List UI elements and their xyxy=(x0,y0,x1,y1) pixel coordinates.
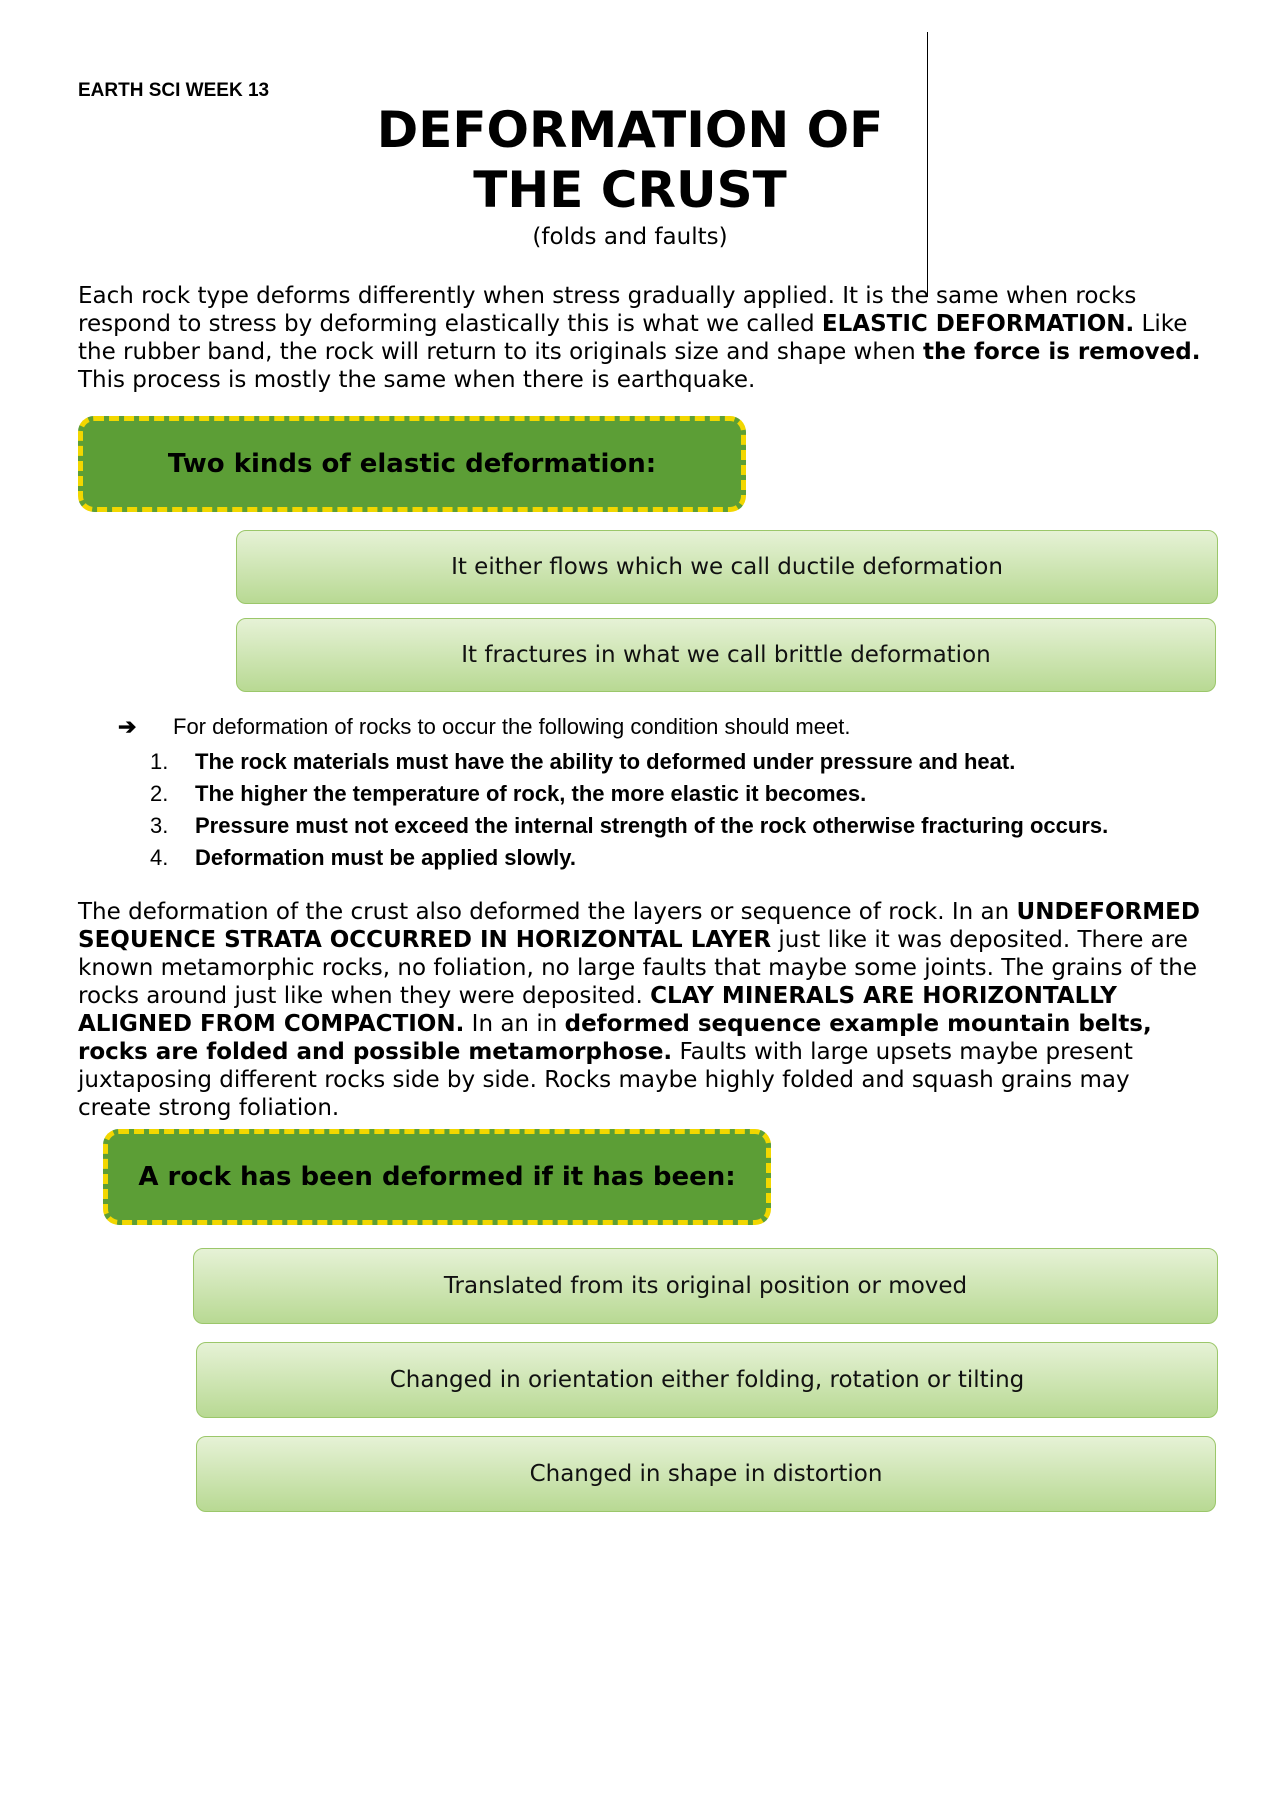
conditions-list xyxy=(150,746,1108,874)
list-item-text: The rock materials must have the ability to deformed under pressure and heat. xyxy=(195,749,1016,774)
sequence-text-4: Faults with large upsets maybe present juxtaposing different rocks side by side. Rocks maybe highly folded and squash grains may create strong foliation. xyxy=(78,1039,1133,1121)
sequence-paragraph xyxy=(78,898,1208,1122)
list-item-number: 1. xyxy=(150,749,169,774)
list-item xyxy=(150,746,1108,778)
sequence-bold-1: UNDEFORMED SEQUENCE STRATA OCCURRED IN HORIZONTAL LAYER xyxy=(78,899,1200,953)
box-orientation-label: Changed in orientation either folding, rotation or tilting xyxy=(389,1367,1025,1393)
callout-deformed-if xyxy=(103,1129,771,1225)
conditions-intro-text: For deformation of rocks to occur the following condition should meet. xyxy=(173,714,851,739)
box-shape-label: Changed in shape in distortion xyxy=(529,1461,883,1487)
header-label: EARTH SCI WEEK 13 xyxy=(78,80,270,101)
box-ductile-deformation xyxy=(236,530,1218,604)
conditions-intro xyxy=(118,714,850,740)
box-brittle-label: It fractures in what we call brittle deformation xyxy=(461,642,991,668)
sequence-bold-3: deformed sequence example mountain belts, rocks are folded and possible metamorphose. xyxy=(78,1011,1152,1065)
sequence-text-1: The deformation of the crust also deformed the layers or sequence of rock. In an xyxy=(78,899,1017,925)
arrow-right-icon: ➔ xyxy=(118,714,137,739)
list-item xyxy=(150,842,1108,874)
list-item xyxy=(150,810,1108,842)
sequence-text-3: In an in xyxy=(464,1011,565,1037)
intro-text-2: Like the rubber band, the rock will return to its originals size and shape when xyxy=(78,311,1188,365)
intro-bold-1: ELASTIC DEFORMATION. xyxy=(821,311,1135,337)
list-item xyxy=(150,778,1108,810)
list-item-text: Deformation must be applied slowly. xyxy=(195,845,576,870)
sequence-bold-2: CLAY MINERALS ARE HORIZONTALLY ALIGNED FROM COMPACTION. xyxy=(78,983,1117,1037)
box-ductile-label: It either flows which we call ductile deformation xyxy=(451,554,1003,580)
callout-deformed-if-label: A rock has been deformed if it has been: xyxy=(138,1162,736,1192)
callout-elastic-kinds-label: Two kinds of elastic deformation: xyxy=(167,449,657,479)
title-line-2: THE CRUST xyxy=(473,161,787,219)
sequence-text-2: just like it was deposited. There are known metamorphic rocks, no foliation, no large faults that maybe some joints. The grains of the rocks around just like when they were deposited. xyxy=(78,927,1197,1009)
box-translated-label: Translated from its original position or moved xyxy=(443,1273,968,1299)
list-item-number: 3. xyxy=(150,813,169,838)
list-item-text: Pressure must not exceed the internal strength of the rock otherwise fracturing occurs. xyxy=(195,813,1109,838)
title-line-1: DEFORMATION OF xyxy=(376,101,884,159)
page-subtitle: (folds and faults) xyxy=(532,224,728,250)
box-shape-distortion xyxy=(196,1436,1216,1512)
callout-elastic-kinds xyxy=(78,416,746,512)
list-item-text: The higher the temperature of rock, the more elastic it becomes. xyxy=(195,781,867,806)
intro-text-3: This process is mostly the same when there is earthquake. xyxy=(78,367,756,393)
intro-paragraph xyxy=(78,282,1208,394)
intro-text-1: Each rock type deforms differently when stress gradually applied. It is the same when rocks respond to stress by deforming elastically this is what we called xyxy=(78,283,1137,337)
intro-bold-2: the force is removed. xyxy=(922,339,1201,365)
list-item-number: 4. xyxy=(150,845,169,870)
box-brittle-deformation xyxy=(236,618,1216,692)
box-translated xyxy=(193,1248,1218,1324)
box-orientation xyxy=(196,1342,1218,1418)
page-title xyxy=(330,100,930,220)
list-item-number: 2. xyxy=(150,781,169,806)
